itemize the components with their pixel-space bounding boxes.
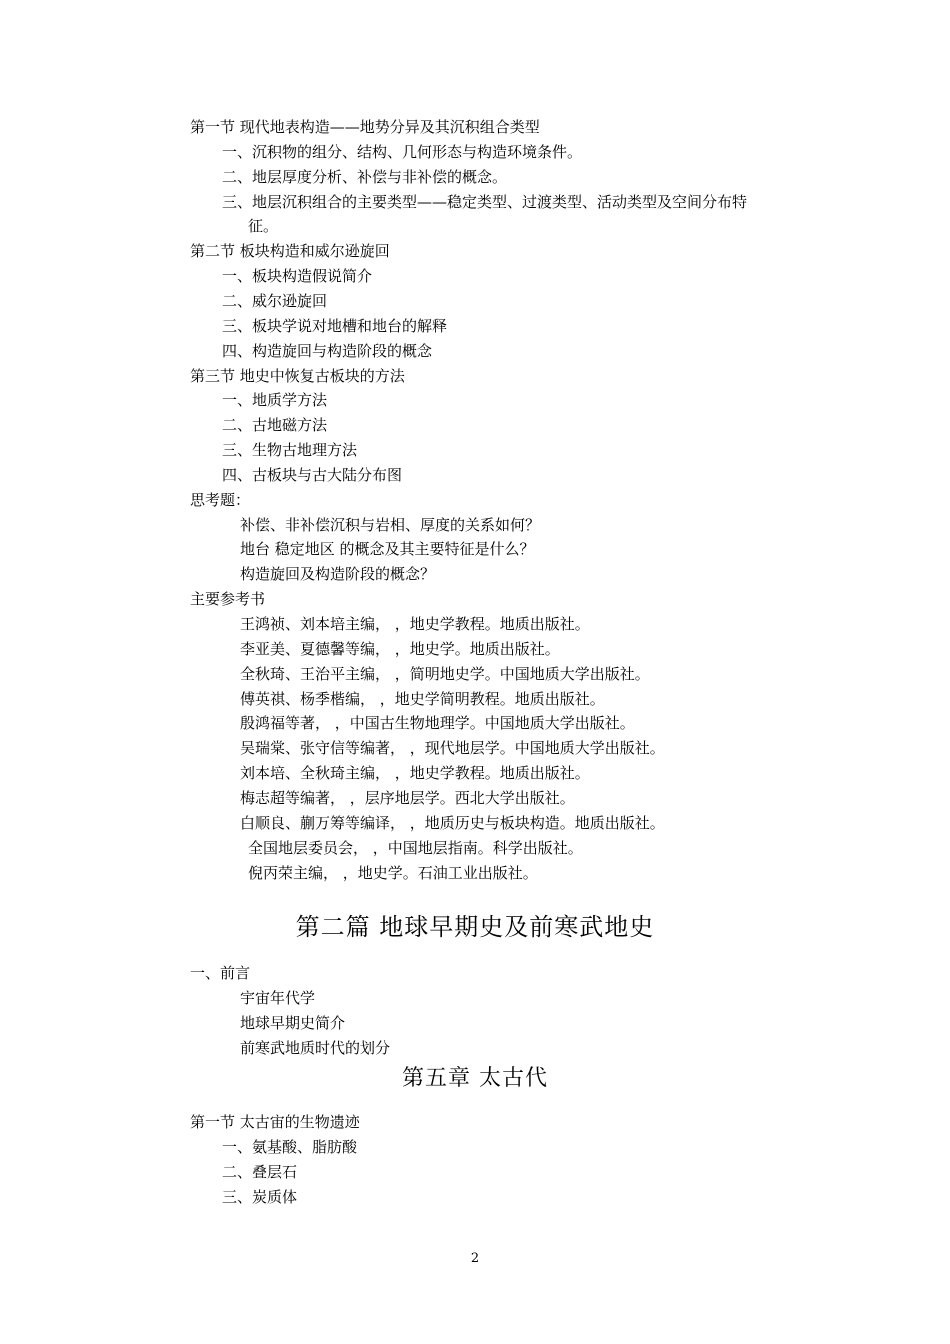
outline-line: 傅英祺、杨季楷编， ，地史学简明教程。地质出版社。 [240, 689, 605, 708]
chapter-title: 第五章 太古代 [402, 1066, 548, 1091]
outline-line: 二、威尔逊旋回 [222, 291, 328, 310]
outline-line: 一、前言 [190, 964, 251, 982]
part-title: 第二篇 地球早期史及前寒武地史 [295, 913, 655, 941]
outline-line: 思考题： [190, 490, 251, 509]
outline-line: 三、板块学说对地槽和地台的解释 [222, 316, 448, 335]
outline-line: 四、古板块与古大陆分布图 [222, 465, 403, 484]
outline-line: 倪丙荣主编， ，地史学。石油工业出版社。 [248, 863, 538, 882]
outline-line: 征。 [248, 217, 279, 236]
outline-line: 地球早期史简介 [240, 1014, 346, 1032]
outline-line: 一、沉积物的组分、结构、几何形态与构造环境条件。 [222, 142, 583, 161]
outline-line: 三、生物古地理方法 [222, 441, 358, 460]
outline-line: 三、地层沉积组合的主要类型——稳定类型、过渡类型、活动类型及空间分布特 [222, 192, 748, 211]
outline-line: 梅志超等编著， ，层序地层学。西北大学出版社。 [240, 788, 575, 807]
outline-line: 一、板块构造假说简介 [222, 267, 373, 286]
outline-line: 第一节 现代地表构造——地势分异及其沉积组合类型 [190, 118, 540, 136]
outline-line: 王鸿祯、刘本培主编， ，地史学教程。地质出版社。 [240, 615, 590, 633]
outline-line: 一、氨基酸、脂肪酸 [222, 1138, 358, 1156]
outline-line: 第二节 板块构造和威尔逊旋回 [190, 242, 390, 261]
outline-line: 三、炭质体 [222, 1188, 298, 1206]
outline-line: 刘本培、全秋琦主编， ，地史学教程。地质出版社。 [240, 764, 590, 783]
outline-line: 一、地质学方法 [222, 391, 328, 410]
outline-line: 四、构造旋回与构造阶段的概念 [222, 341, 433, 360]
outline-line: 第一节 太古宙的生物遗迹 [190, 1113, 360, 1131]
outline-line: 宇宙年代学 [240, 989, 316, 1007]
outline-line: 前寒武地质时代的划分 [240, 1039, 391, 1057]
outline-line: 全秋琦、王治平主编， ，简明地史学。中国地质大学出版社。 [240, 664, 650, 683]
outline-line: 构造旋回及构造阶段的概念？ [240, 565, 436, 584]
outline-line: 白顺良、蒯万筹等编译， ，地质历史与板块构造。地质出版社。 [240, 813, 665, 832]
outline-line: 李亚美、夏德馨等编， ，地史学。地质出版社。 [240, 639, 560, 658]
outline-line: 二、古地磁方法 [222, 416, 328, 435]
outline-line: 全国地层委员会， ，中国地层指南。科学出版社。 [248, 838, 583, 857]
outline-line: 殷鸿福等著， ，中国古生物地理学。中国地质大学出版社。 [240, 714, 635, 733]
outline-line: 补偿、非补偿沉积与岩相、厚度的关系如何？ [240, 515, 541, 534]
outline-line: 第三节 地史中恢复古板块的方法 [190, 366, 405, 385]
outline-line: 吴瑞棠、张守信等编著， ，现代地层学。中国地质大学出版社。 [240, 739, 665, 758]
page-number: 2 [470, 1251, 480, 1266]
outline-line: 主要参考书 [190, 590, 266, 609]
outline-line: 二、叠层石 [222, 1163, 298, 1181]
outline-line: 二、地层厚度分析、补偿与非补偿的概念。 [222, 167, 508, 186]
outline-line: 地台 稳定地区 的概念及其主要特征是什么？ [240, 540, 535, 559]
